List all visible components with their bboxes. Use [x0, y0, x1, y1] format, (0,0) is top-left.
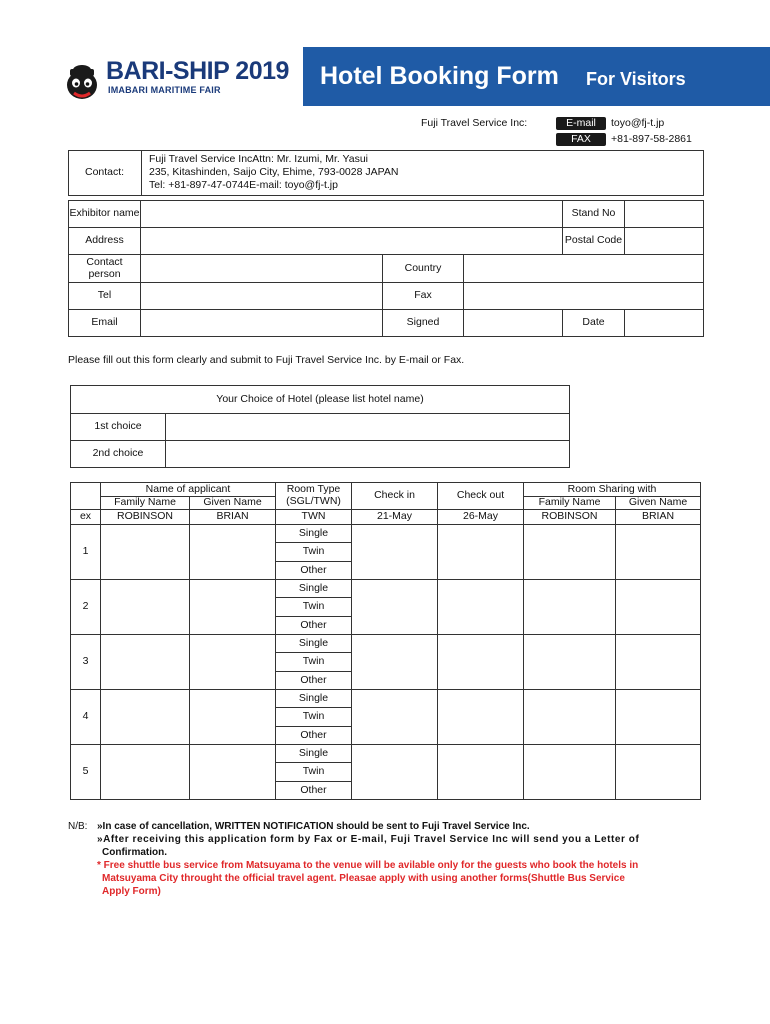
- fax-label-cell: Fax: [382, 282, 464, 310]
- check-in-field[interactable]: [351, 524, 438, 580]
- room-option[interactable]: Single: [275, 689, 352, 708]
- sharing-family-field[interactable]: [523, 634, 616, 690]
- exhibitor-name-label: Exhibitor name: [68, 200, 141, 228]
- country-field[interactable]: [463, 254, 704, 283]
- instruction-text: Please fill out this form clearly and submit to Fuji Travel Service Inc. by E-mail or Fax.: [68, 354, 465, 366]
- room-option[interactable]: Single: [275, 744, 352, 763]
- check-out-header: Check out: [437, 482, 524, 510]
- given-name-field[interactable]: [189, 689, 276, 745]
- example-family: ROBINSON: [100, 509, 190, 525]
- family-name-field[interactable]: [100, 524, 190, 580]
- agency-email: toyo@fj-t.jp: [611, 117, 665, 129]
- family-name-field[interactable]: [100, 579, 190, 635]
- fair-logo: [62, 55, 298, 107]
- check-in-field[interactable]: [351, 744, 438, 800]
- family-name-header: Family Name: [100, 496, 190, 510]
- sharing-given-header: Given Name: [615, 496, 701, 510]
- fax-field[interactable]: [463, 282, 704, 310]
- contact-person-field[interactable]: [140, 254, 383, 283]
- contact-line: Tel: +81-897-47-0744E-mail: toyo@fj-t.jp: [149, 179, 338, 191]
- contact-line: 235, Kitashinden, Saijo City, Ehime, 793-0028 JAPAN: [149, 166, 399, 178]
- first-choice-label: 1st choice: [70, 413, 166, 441]
- check-in-field[interactable]: [351, 579, 438, 635]
- check-out-field[interactable]: [437, 524, 524, 580]
- row-number: 2: [70, 579, 101, 635]
- sharing-family-header: Family Name: [523, 496, 616, 510]
- given-name-field[interactable]: [189, 579, 276, 635]
- contact-label: Contact:: [85, 166, 125, 178]
- fax-label: FAX: [556, 133, 606, 146]
- title-banner: [303, 47, 770, 106]
- postal-code-field[interactable]: [624, 227, 704, 255]
- confirmation-note-cont: Confirmation.: [102, 847, 167, 858]
- sharing-given-field[interactable]: [615, 744, 701, 800]
- applicant-header: Name of applicant: [100, 482, 276, 497]
- given-name-field[interactable]: [189, 744, 276, 800]
- divider: [141, 151, 142, 195]
- logo-wordmark: BARI-SHIP 2019: [106, 57, 289, 85]
- check-out-field[interactable]: [437, 634, 524, 690]
- room-option[interactable]: Other: [275, 561, 352, 580]
- room-option[interactable]: Twin: [275, 542, 352, 561]
- address-label: Address: [68, 227, 141, 255]
- agency-fax: +81-897-58-2861: [611, 133, 692, 145]
- room-option[interactable]: Twin: [275, 652, 352, 671]
- signed-label: Signed: [382, 309, 464, 337]
- exhibitor-name-field[interactable]: [140, 200, 563, 228]
- example-room: TWN: [275, 509, 352, 525]
- address-field[interactable]: [140, 227, 563, 255]
- date-label: Date: [562, 309, 625, 337]
- check-out-field[interactable]: [437, 689, 524, 745]
- check-out-field[interactable]: [437, 579, 524, 635]
- example-given: BRIAN: [189, 509, 276, 525]
- room-option[interactable]: Single: [275, 524, 352, 543]
- example-label: ex: [70, 509, 101, 525]
- family-name-field[interactable]: [100, 744, 190, 800]
- signed-field[interactable]: [463, 309, 563, 337]
- room-option[interactable]: Twin: [275, 762, 352, 781]
- stand-no-field[interactable]: [624, 200, 704, 228]
- second-choice-field[interactable]: [165, 440, 570, 468]
- tel-label: Tel: [68, 282, 141, 310]
- sharing-family-field[interactable]: [523, 579, 616, 635]
- given-name-field[interactable]: [189, 634, 276, 690]
- sharing-given-field[interactable]: [615, 524, 701, 580]
- shuttle-note-cont: Matsuyama City throught the official travel agent. Pleasae apply with using another forms(Shuttle Bus Service: [102, 873, 625, 884]
- row-number: 4: [70, 689, 101, 745]
- check-in-field[interactable]: [351, 634, 438, 690]
- example-share-family: ROBINSON: [523, 509, 616, 525]
- first-choice-field[interactable]: [165, 413, 570, 441]
- form-title: Hotel Booking Form: [320, 62, 559, 90]
- example-check-out: 26-May: [437, 509, 524, 525]
- family-name-field[interactable]: [100, 634, 190, 690]
- blank-header: [70, 482, 101, 510]
- contact-box: [68, 150, 704, 196]
- family-name-field[interactable]: [100, 689, 190, 745]
- confirmation-note: »After receiving this application form by Fax or E-mail, Fuji Travel Service Inc will send you a Letter of: [97, 834, 640, 845]
- sharing-family-field[interactable]: [523, 524, 616, 580]
- room-option[interactable]: Other: [275, 726, 352, 745]
- email-label: E-mail: [556, 117, 606, 130]
- row-number: 1: [70, 524, 101, 580]
- sharing-given-field[interactable]: [615, 579, 701, 635]
- check-in-field[interactable]: [351, 689, 438, 745]
- shuttle-note-cont: Apply Form): [102, 886, 161, 897]
- tel-field[interactable]: [140, 282, 383, 310]
- hotel-choice-header: Your Choice of Hotel (please list hotel name): [70, 385, 570, 414]
- sharing-family-field[interactable]: [523, 744, 616, 800]
- email-field[interactable]: [140, 309, 383, 337]
- room-option[interactable]: Other: [275, 616, 352, 635]
- sharing-given-field[interactable]: [615, 634, 701, 690]
- check-out-field[interactable]: [437, 744, 524, 800]
- logo-subtitle: IMABARI MARITIME FAIR: [108, 85, 221, 95]
- room-option[interactable]: Single: [275, 579, 352, 598]
- row-number: 3: [70, 634, 101, 690]
- room-option[interactable]: Twin: [275, 707, 352, 726]
- second-choice-label: 2nd choice: [70, 440, 166, 468]
- given-name-field[interactable]: [189, 524, 276, 580]
- stand-no-label: Stand No: [562, 200, 625, 228]
- given-name-header: Given Name: [189, 496, 276, 510]
- example-share-given: BRIAN: [615, 509, 701, 525]
- sharing-family-field[interactable]: [523, 689, 616, 745]
- agency-name: Fuji Travel Service Inc:: [421, 117, 528, 129]
- contact-details: [149, 153, 398, 192]
- row-number: 5: [70, 744, 101, 800]
- contact-person-label: Contact person: [68, 254, 141, 283]
- room-option[interactable]: Other: [275, 671, 352, 690]
- shuttle-note: * Free shuttle bus service from Matsuyama to the venue will be avilable only for the guests who book the hotels in: [97, 860, 639, 871]
- country-label: Country: [382, 254, 464, 283]
- postal-code-label: Postal Code: [562, 227, 625, 255]
- example-check-in: 21-May: [351, 509, 438, 525]
- ship-mascot-icon: [62, 61, 102, 101]
- notes-prefix: N/B:: [68, 821, 88, 832]
- room-option[interactable]: Other: [275, 781, 352, 800]
- room-option[interactable]: Twin: [275, 597, 352, 616]
- room-sharing-header: Room Sharing with: [523, 482, 701, 497]
- form-subtitle: For Visitors: [586, 69, 686, 89]
- check-in-header: Check in: [351, 482, 438, 510]
- date-field[interactable]: [624, 309, 704, 337]
- contact-line: Fuji Travel Service IncAttn: Mr. Izumi, Mr. Yasui: [149, 153, 369, 165]
- sharing-given-field[interactable]: [615, 689, 701, 745]
- cancellation-note: »In case of cancellation, WRITTEN NOTIFICATION should be sent to Fuji Travel Service Inc.: [97, 821, 530, 832]
- room-type-header: Room Type (SGL/TWN): [275, 482, 352, 510]
- email-label-cell: Email: [68, 309, 141, 337]
- room-option[interactable]: Single: [275, 634, 352, 653]
